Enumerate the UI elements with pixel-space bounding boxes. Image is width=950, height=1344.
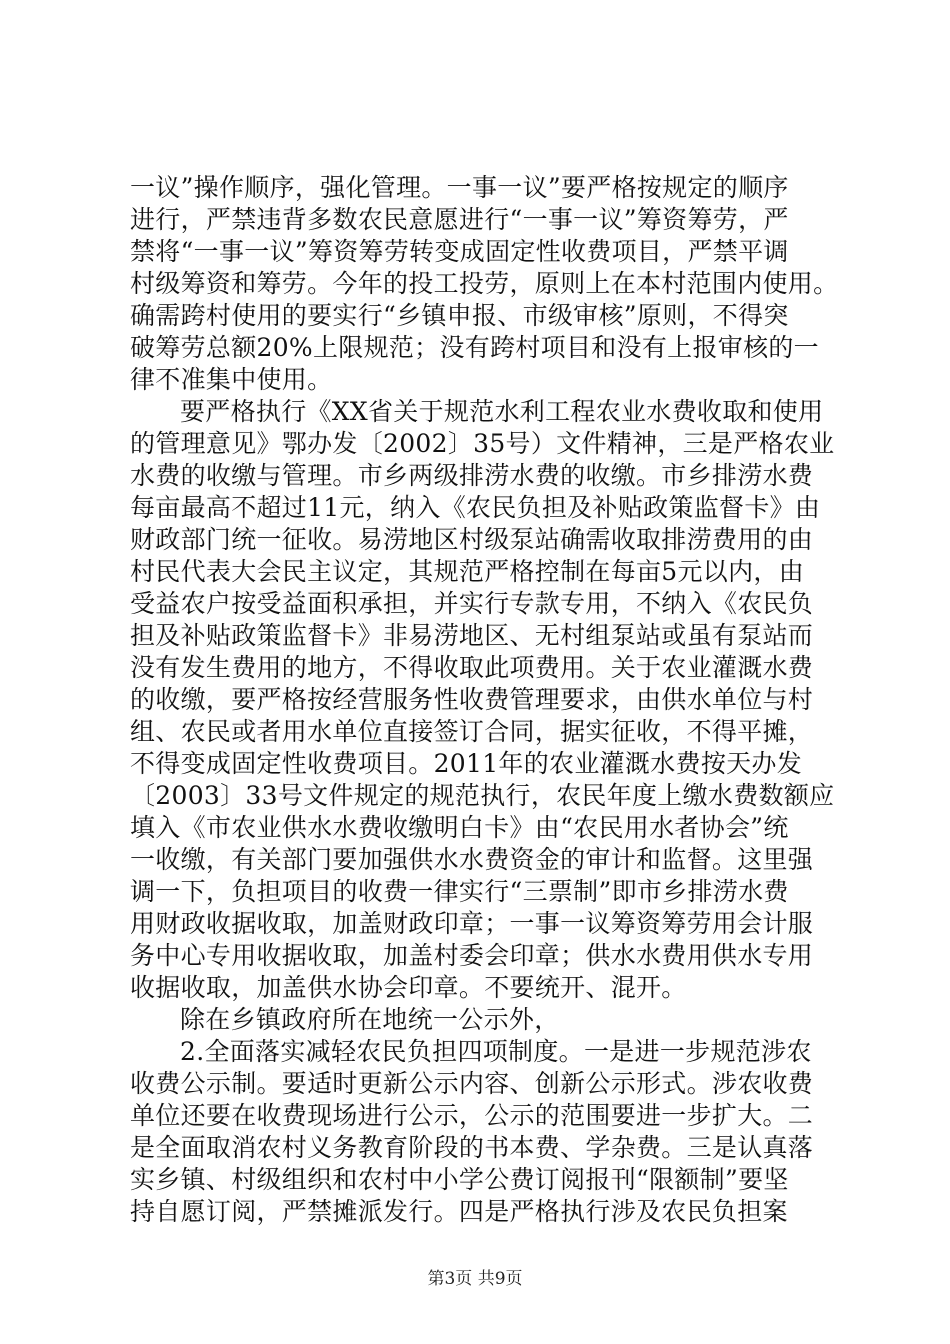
text-line: 组、农民或者用水单位直接签订合同，据实征收，不得平摊， <box>130 717 814 746</box>
text-line: 受益农户按受益面积承担，并实行专款专用，不纳入《农民负 <box>130 589 814 618</box>
text-line: 律不准集中使用。 <box>130 365 333 394</box>
text-line: 是全面取消农村义务教育阶段的书本费、学杂费。三是认真落 <box>130 1133 814 1162</box>
paragraph-first-line: 要严格执行《XX省关于规范水利工程农业水费收取和使用 <box>180 397 824 426</box>
text-line: 破筹劳总额20%上限规范；没有跨村项目和没有上报审核的一 <box>130 333 819 362</box>
text-line: 用财政收据收取，加盖财政印章；一事一议筹资筹劳用会计服 <box>130 909 814 938</box>
text-line: 财政部门统一征收。易涝地区村级泵站确需收取排涝费用的由 <box>130 525 814 554</box>
text-line: 务中心专用收据收取，加盖村委会印章；供水水费用供水专用 <box>130 941 814 970</box>
text-line: 〔2003〕33号文件规定的规范执行，农民年度上缴水费数额应 <box>130 781 835 810</box>
paragraph-first-line: 2.全面落实减轻农民负担四项制度。一是进一步规范涉农 <box>180 1037 812 1066</box>
text-line: 确需跨村使用的要实行“乡镇申报、市级审核”原则，不得突 <box>130 301 789 330</box>
text-line: 没有发生费用的地方，不得收取此项费用。关于农业灌溉水费 <box>130 653 814 682</box>
text-line: 一议”操作顺序，强化管理。一事一议”要严格按规定的顺序 <box>130 173 789 202</box>
text-line: 每亩最高不超过11元，纳入《农民负担及补贴政策监督卡》由 <box>130 493 821 522</box>
text-line: 单位还要在收费现场进行公示，公示的范围要进一步扩大。二 <box>130 1101 814 1130</box>
text-line: 村民代表大会民主议定，其规范严格控制在每亩5元以内，由 <box>130 557 805 586</box>
text-line: 持自愿订阅，严禁摊派发行。四是严格执行涉及农民负担案 <box>130 1197 788 1226</box>
page-number-footer: 第3页 共9页 <box>427 1269 523 1289</box>
text-line: 实乡镇、村级组织和农村中小学公费订阅报刊“限额制”要坚 <box>130 1165 789 1194</box>
text-line: 调一下，负担项目的收费一律实行“三票制”即市乡排涝水费 <box>130 877 789 906</box>
text-line: 收据收取，加盖供水协会印章。不要统开、混开。 <box>130 973 687 1002</box>
text-line: 进行，严禁违背多数农民意愿进行“一事一议”筹资筹劳，严 <box>130 205 789 234</box>
paragraph-first-line: 除在乡镇政府所在地统一公示外， <box>180 1005 560 1034</box>
text-line: 水费的收缴与管理。市乡两级排涝水费的收缴。市乡排涝水费 <box>130 461 814 490</box>
text-line: 不得变成固定性收费项目。2011年的农业灌溉水费按天办发 <box>130 749 803 778</box>
text-line: 禁将“一事一议”筹资筹劳转变成固定性收费项目，严禁平调 <box>130 237 789 266</box>
document-body <box>130 172 839 1228</box>
text-line: 担及补贴政策监督卡》非易涝地区、无村组泵站或虽有泵站而 <box>130 621 814 650</box>
text-line: 村级筹资和筹劳。今年的投工投劳，原则上在本村范围内使用。 <box>130 269 839 298</box>
text-line: 的管理意见》鄂办发〔2002〕35号）文件精神，三是严格农业 <box>130 429 835 458</box>
text-line: 收费公示制。要适时更新公示内容、创新公示形式。涉农收费 <box>130 1069 814 1098</box>
text-line: 填入《市农业供水水费收缴明白卡》由“农民用水者协会”统 <box>130 813 789 842</box>
text-line: 的收缴，要严格按经营服务性收费管理要求，由供水单位与村 <box>130 685 814 714</box>
text-line: 一收缴，有关部门要加强供水水费资金的审计和监督。这里强 <box>130 845 814 874</box>
